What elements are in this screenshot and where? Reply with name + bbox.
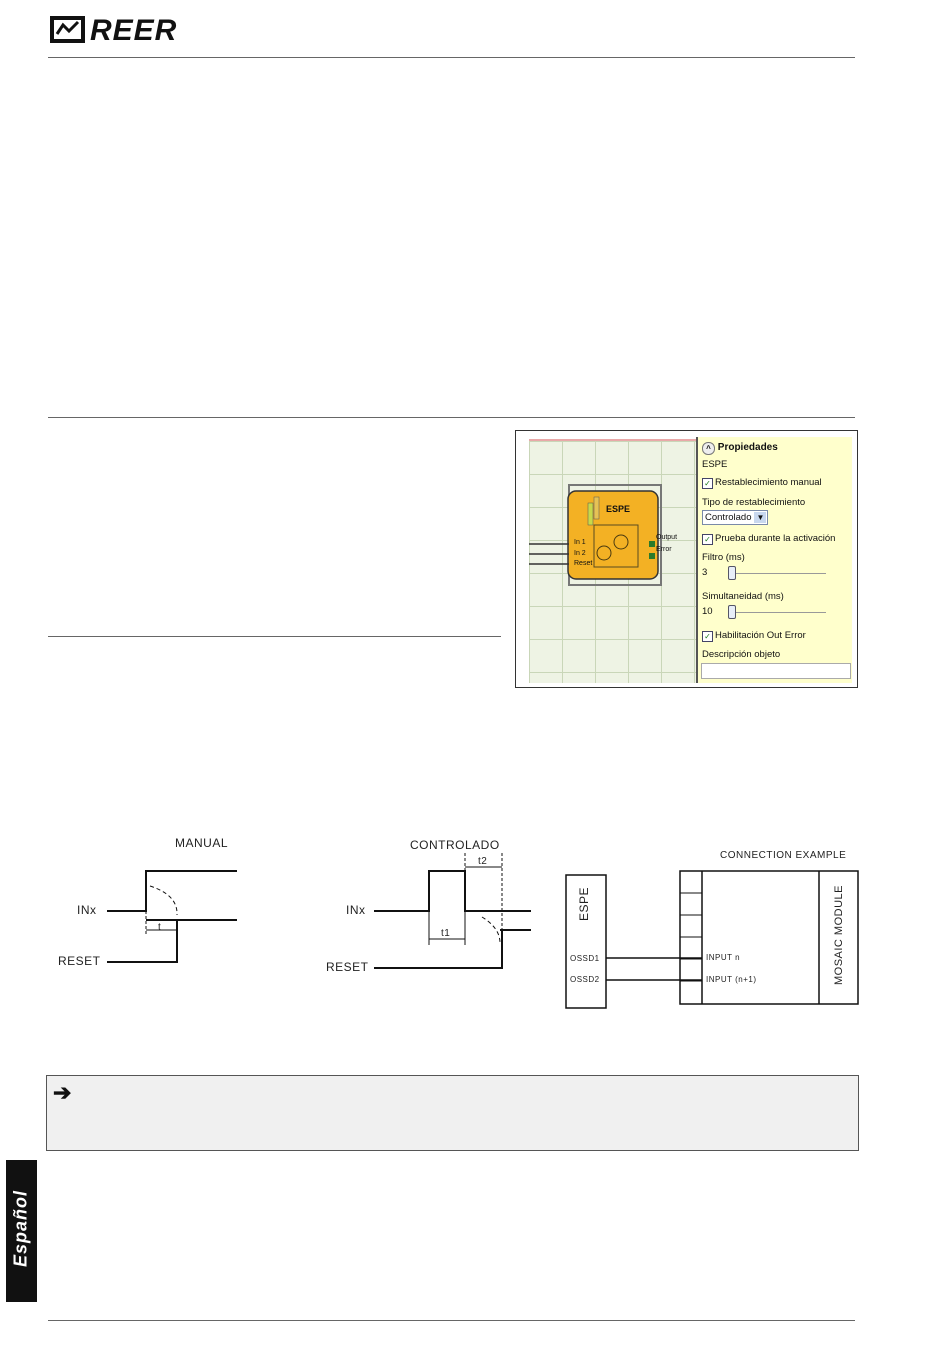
- checkmark-icon[interactable]: ✓: [702, 534, 713, 545]
- simultaneity-label: Simultaneidad (ms): [702, 591, 784, 602]
- espe-label: ESPE: [577, 887, 591, 922]
- startup-test-checkbox[interactable]: ✓ Prueba durante la activación: [702, 533, 835, 545]
- reset-type-select[interactable]: Controlado ▼: [702, 510, 768, 525]
- filter-value: 3: [702, 567, 708, 578]
- controlado-title: CONTROLADO: [410, 838, 500, 852]
- manual-inx-label: INx: [77, 903, 97, 917]
- note-box: [46, 1075, 859, 1151]
- manual-title: MANUAL: [175, 836, 229, 850]
- mosaic-module-label: MOSAIC MODULE: [833, 885, 845, 986]
- block-title: ESPE: [606, 504, 631, 514]
- block-in1: In 1: [574, 539, 586, 546]
- block-reset: Reset: [574, 560, 593, 567]
- description-label: Descripción objeto: [702, 649, 781, 660]
- input-n1-label: INPUT (n+1): [706, 975, 757, 984]
- block-output: Output: [656, 534, 678, 541]
- manual-reset-label: RESET: [58, 954, 101, 968]
- reset-type-label: Tipo de restablecimiento: [702, 497, 806, 508]
- properties-header[interactable]: ^ Propiedades: [702, 442, 778, 455]
- filter-label: Filtro (ms): [702, 552, 745, 563]
- out-error-checkbox[interactable]: ✓ Habilitación Out Error: [702, 630, 806, 642]
- block-in2: In 2: [574, 550, 586, 557]
- arrow-right-icon: ➔: [53, 1080, 72, 1105]
- controlado-inx-label: INx: [346, 903, 366, 917]
- manual-reset-checkbox[interactable]: ✓ Restablecimiento manual: [702, 477, 822, 489]
- simultaneity-value: 10: [702, 606, 713, 617]
- collapse-icon[interactable]: ^: [702, 442, 715, 455]
- checkmark-icon[interactable]: ✓: [702, 631, 713, 642]
- chevron-down-icon[interactable]: ▼: [754, 512, 766, 523]
- ossd1-label: OSSD1: [570, 954, 600, 963]
- language-tab: [6, 1160, 37, 1302]
- controlado-t1-label: t1: [441, 928, 451, 939]
- manual-t-label: t: [158, 922, 162, 933]
- input-n-label: INPUT n: [706, 953, 741, 962]
- controlado-reset-label: RESET: [326, 960, 369, 974]
- connection-title: CONNECTION EXAMPLE: [720, 850, 847, 861]
- ossd2-label: OSSD2: [570, 975, 600, 984]
- language-label: Español: [10, 1190, 31, 1268]
- logo-text: REER: [90, 14, 178, 47]
- controlado-t2-label: t2: [478, 856, 488, 867]
- object-type: ESPE: [702, 459, 728, 470]
- block-error: Error: [656, 546, 672, 553]
- checkmark-icon[interactable]: ✓: [702, 478, 713, 489]
